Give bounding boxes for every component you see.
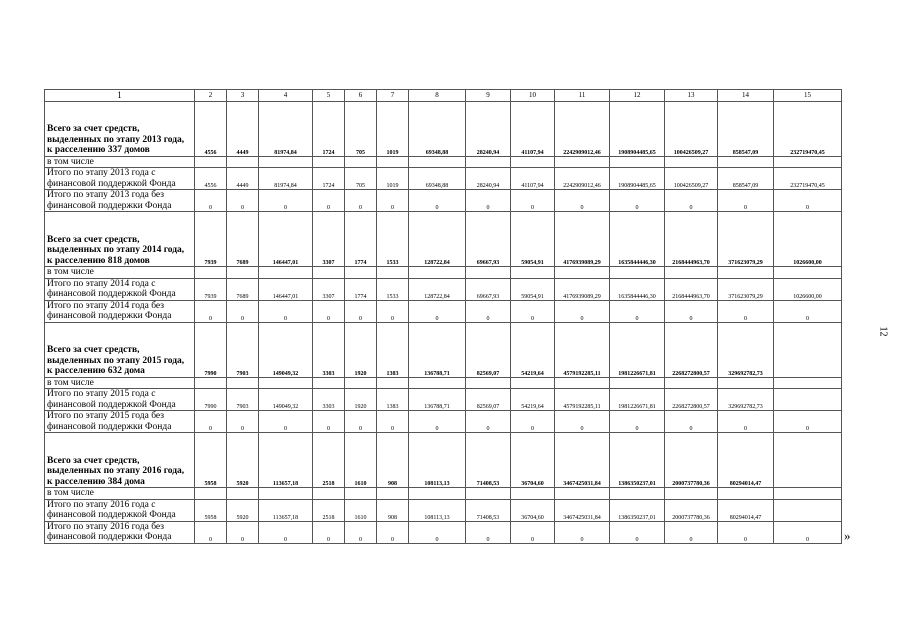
row-label: в том числе <box>45 267 195 279</box>
value-cell <box>345 267 377 279</box>
value-cell: 0 <box>409 300 466 322</box>
value-cell: 2268272800,57 <box>665 389 718 411</box>
value-cell <box>466 488 511 500</box>
page-number: 12 <box>877 326 889 337</box>
value-cell: 59054,91 <box>511 212 555 267</box>
value-cell: 232719470,45 <box>774 168 842 190</box>
row-label: Итого по этапу 2016 года без финансовой поддержки Фонда <box>45 521 195 543</box>
value-cell: 858547,09 <box>718 168 774 190</box>
value-cell: 3303 <box>313 322 345 377</box>
value-cell: 0 <box>718 190 774 212</box>
value-cell: 0 <box>313 190 345 212</box>
value-cell <box>409 267 466 279</box>
value-cell: 69348,88 <box>409 101 466 156</box>
value-cell <box>511 156 555 168</box>
value-cell: 1610 <box>345 499 377 521</box>
value-cell: 0 <box>555 411 610 433</box>
value-cell <box>409 156 466 168</box>
value-cell: 4176939089,29 <box>555 278 610 300</box>
value-cell: 5958 <box>195 499 227 521</box>
value-cell: 0 <box>227 300 259 322</box>
value-cell: 0 <box>259 190 313 212</box>
row-label: в том числе <box>45 377 195 389</box>
value-cell: 1019 <box>377 168 409 190</box>
value-cell: 0 <box>259 411 313 433</box>
value-cell: 0 <box>409 521 466 543</box>
value-cell: 4556 <box>195 101 227 156</box>
value-cell <box>409 488 466 500</box>
stage-total-row <box>45 101 842 156</box>
value-cell <box>610 488 665 500</box>
value-cell: 3307 <box>313 278 345 300</box>
value-cell: 1386350237,01 <box>610 499 665 521</box>
column-number-header: 15 <box>774 90 842 102</box>
value-cell: 1774 <box>345 212 377 267</box>
value-cell: 1635844446,30 <box>610 212 665 267</box>
value-cell: 1724 <box>313 168 345 190</box>
value-cell <box>227 377 259 389</box>
value-cell: 4449 <box>227 101 259 156</box>
stage-without-fund-row <box>45 300 842 322</box>
value-cell: 0 <box>227 521 259 543</box>
value-cell: 858547,09 <box>718 101 774 156</box>
row-label: Итого по этапу 2013 года с финансовой поддержкой Фонда <box>45 168 195 190</box>
value-cell: 371623079,29 <box>718 278 774 300</box>
stage-with-fund-row <box>45 389 842 411</box>
value-cell: 2242909012,46 <box>555 101 610 156</box>
value-cell <box>718 267 774 279</box>
value-cell <box>259 488 313 500</box>
value-cell <box>466 267 511 279</box>
value-cell: 28240,94 <box>466 168 511 190</box>
column-number-header: 11 <box>555 90 610 102</box>
value-cell <box>195 267 227 279</box>
stage-total-row <box>45 212 842 267</box>
value-cell: 0 <box>555 190 610 212</box>
stage-without-fund-row <box>45 521 842 543</box>
value-cell: 705 <box>345 168 377 190</box>
value-cell: 0 <box>718 300 774 322</box>
value-cell: 0 <box>345 300 377 322</box>
value-cell <box>774 377 842 389</box>
value-cell: 0 <box>195 190 227 212</box>
housing-resettlement-table <box>44 89 842 544</box>
value-cell: 82569,07 <box>466 389 511 411</box>
value-cell: 0 <box>511 190 555 212</box>
value-cell: 108113,13 <box>409 433 466 488</box>
row-label: Всего за счет средств, выделенных по этапу 2013 года, к расселению 337 домов <box>45 101 195 156</box>
column-number-header: 7 <box>377 90 409 102</box>
value-cell: 3307 <box>313 212 345 267</box>
value-cell <box>555 488 610 500</box>
value-cell: 4449 <box>227 168 259 190</box>
value-cell: 0 <box>555 300 610 322</box>
value-cell <box>259 156 313 168</box>
value-cell: 2268272800,57 <box>665 322 718 377</box>
value-cell: 4579192285,11 <box>555 389 610 411</box>
value-cell: 1635844446,30 <box>610 278 665 300</box>
value-cell: 41107,94 <box>511 168 555 190</box>
value-cell: 329692782,73 <box>718 389 774 411</box>
value-cell: 54219,64 <box>511 389 555 411</box>
value-cell <box>195 156 227 168</box>
row-label: Всего за счет средств, выделенных по этапу 2015 года, к расселению 632 дома <box>45 322 195 377</box>
value-cell: 1920 <box>345 322 377 377</box>
value-cell: 371623079,29 <box>718 212 774 267</box>
value-cell: 100426509,27 <box>665 168 718 190</box>
row-label: Итого по этапу 2016 года с финансовой поддержкой Фонда <box>45 499 195 521</box>
value-cell: 0 <box>259 521 313 543</box>
value-cell: 0 <box>409 411 466 433</box>
value-cell: 2518 <box>313 499 345 521</box>
closing-quote-mark: » <box>844 528 851 543</box>
value-cell: 41107,94 <box>511 101 555 156</box>
value-cell <box>345 377 377 389</box>
including-row <box>45 377 842 389</box>
value-cell <box>774 322 842 377</box>
value-cell: 7990 <box>195 389 227 411</box>
value-cell: 4176939089,29 <box>555 212 610 267</box>
value-cell: 80294014,47 <box>718 433 774 488</box>
value-cell: 908 <box>377 499 409 521</box>
value-cell <box>718 377 774 389</box>
value-cell <box>665 156 718 168</box>
value-cell <box>774 156 842 168</box>
value-cell <box>377 267 409 279</box>
value-cell: 113657,18 <box>259 433 313 488</box>
row-label: Всего за счет средств, выделенных по этапу 2016 года, к расселению 384 дома <box>45 433 195 488</box>
value-cell: 0 <box>195 411 227 433</box>
value-cell <box>195 377 227 389</box>
value-cell: 113657,18 <box>259 499 313 521</box>
value-cell: 0 <box>409 190 466 212</box>
value-cell: 71408,53 <box>466 499 511 521</box>
stage-with-fund-row <box>45 278 842 300</box>
column-number-header: 12 <box>610 90 665 102</box>
value-cell: 0 <box>227 411 259 433</box>
column-number-header: 9 <box>466 90 511 102</box>
value-cell: 71408,53 <box>466 433 511 488</box>
value-cell: 2168444963,70 <box>665 212 718 267</box>
column-number-header: 14 <box>718 90 774 102</box>
value-cell: 329692782,73 <box>718 322 774 377</box>
value-cell <box>377 156 409 168</box>
value-cell: 705 <box>345 101 377 156</box>
value-cell <box>511 267 555 279</box>
value-cell: 3303 <box>313 389 345 411</box>
value-cell <box>610 377 665 389</box>
value-cell: 149049,32 <box>259 322 313 377</box>
stage-total-row <box>45 433 842 488</box>
row-label: в том числе <box>45 156 195 168</box>
value-cell: 3467425031,84 <box>555 433 610 488</box>
value-cell: 0 <box>313 300 345 322</box>
column-number-header: 10 <box>511 90 555 102</box>
row-label: Итого по этапу 2014 года с финансовой поддержкой Фонда <box>45 278 195 300</box>
value-cell: 0 <box>511 300 555 322</box>
value-cell <box>227 156 259 168</box>
value-cell: 1981226671,81 <box>610 322 665 377</box>
value-cell: 100426509,27 <box>665 101 718 156</box>
value-cell <box>259 267 313 279</box>
value-cell <box>377 488 409 500</box>
row-label: Итого по этапу 2015 года без финансовой поддержки Фонда <box>45 411 195 433</box>
value-cell <box>377 377 409 389</box>
row-label: Итого по этапу 2015 года с финансовой поддержкой Фонда <box>45 389 195 411</box>
value-cell: 0 <box>227 190 259 212</box>
including-row <box>45 488 842 500</box>
value-cell: 1386350237,01 <box>610 433 665 488</box>
value-cell: 0 <box>774 411 842 433</box>
value-cell <box>345 156 377 168</box>
value-cell: 0 <box>345 411 377 433</box>
including-row <box>45 156 842 168</box>
value-cell: 59054,91 <box>511 278 555 300</box>
column-number-header: 5 <box>313 90 345 102</box>
value-cell: 0 <box>377 521 409 543</box>
value-cell: 81974,84 <box>259 101 313 156</box>
value-cell: 1920 <box>345 389 377 411</box>
value-cell: 54219,64 <box>511 322 555 377</box>
value-cell <box>665 267 718 279</box>
value-cell: 80294014,47 <box>718 499 774 521</box>
value-cell: 108113,13 <box>409 499 466 521</box>
value-cell: 0 <box>555 521 610 543</box>
value-cell: 0 <box>774 521 842 543</box>
value-cell: 7903 <box>227 322 259 377</box>
stage-with-fund-row <box>45 168 842 190</box>
value-cell: 1981226671,81 <box>610 389 665 411</box>
value-cell: 1610 <box>345 433 377 488</box>
value-cell: 0 <box>466 190 511 212</box>
value-cell <box>718 156 774 168</box>
value-cell: 2000737780,36 <box>665 433 718 488</box>
value-cell <box>466 377 511 389</box>
value-cell: 1533 <box>377 278 409 300</box>
value-cell: 36704,60 <box>511 433 555 488</box>
value-cell <box>774 433 842 488</box>
value-cell: 0 <box>466 411 511 433</box>
stage-with-fund-row <box>45 499 842 521</box>
value-cell: 0 <box>610 300 665 322</box>
value-cell: 146447,01 <box>259 212 313 267</box>
value-cell: 3467425031,84 <box>555 499 610 521</box>
value-cell: 128722,84 <box>409 212 466 267</box>
value-cell <box>313 267 345 279</box>
value-cell: 0 <box>774 190 842 212</box>
value-cell <box>555 267 610 279</box>
row-label: Итого по этапу 2013 года без финансовой поддержки Фонда <box>45 190 195 212</box>
value-cell: 0 <box>511 521 555 543</box>
stage-total-row <box>45 322 842 377</box>
value-cell <box>774 488 842 500</box>
value-cell: 7990 <box>195 322 227 377</box>
value-cell: 4579192285,11 <box>555 322 610 377</box>
value-cell <box>511 488 555 500</box>
value-cell <box>227 488 259 500</box>
value-cell: 7689 <box>227 278 259 300</box>
value-cell: 146447,01 <box>259 278 313 300</box>
value-cell: 0 <box>610 411 665 433</box>
value-cell: 136788,71 <box>409 389 466 411</box>
value-cell: 1724 <box>313 101 345 156</box>
value-cell: 0 <box>313 521 345 543</box>
value-cell: 7939 <box>195 212 227 267</box>
value-cell: 2242909012,46 <box>555 168 610 190</box>
value-cell: 0 <box>345 521 377 543</box>
value-cell: 0 <box>665 521 718 543</box>
value-cell <box>665 488 718 500</box>
value-cell <box>774 389 842 411</box>
value-cell: 69348,88 <box>409 168 466 190</box>
value-cell <box>774 267 842 279</box>
value-cell: 4556 <box>195 168 227 190</box>
value-cell: 82569,07 <box>466 322 511 377</box>
value-cell: 0 <box>259 300 313 322</box>
value-cell: 0 <box>665 190 718 212</box>
value-cell <box>227 267 259 279</box>
value-cell: 232719470,45 <box>774 101 842 156</box>
column-number-header: 1 <box>45 90 195 102</box>
value-cell: 7903 <box>227 389 259 411</box>
value-cell <box>774 499 842 521</box>
value-cell: 0 <box>195 300 227 322</box>
value-cell <box>313 488 345 500</box>
row-label: Итого по этапу 2014 года без финансовой поддержки Фонда <box>45 300 195 322</box>
value-cell <box>195 488 227 500</box>
value-cell: 0 <box>377 411 409 433</box>
value-cell: 1019 <box>377 101 409 156</box>
value-cell <box>665 377 718 389</box>
value-cell: 5920 <box>227 499 259 521</box>
value-cell: 1533 <box>377 212 409 267</box>
column-number-header: 4 <box>259 90 313 102</box>
value-cell: 2518 <box>313 433 345 488</box>
value-cell: 7939 <box>195 278 227 300</box>
row-label: Всего за счет средств, выделенных по этапу 2014 года, к расселению 818 домов <box>45 212 195 267</box>
value-cell: 1383 <box>377 322 409 377</box>
value-cell: 1383 <box>377 389 409 411</box>
value-cell: 69667,93 <box>466 212 511 267</box>
column-number-header: 3 <box>227 90 259 102</box>
value-cell: 0 <box>377 300 409 322</box>
value-cell: 81974,84 <box>259 168 313 190</box>
value-cell: 0 <box>665 300 718 322</box>
value-cell: 2168444963,70 <box>665 278 718 300</box>
value-cell <box>555 377 610 389</box>
stage-without-fund-row <box>45 411 842 433</box>
value-cell: 1774 <box>345 278 377 300</box>
header-row <box>45 90 842 102</box>
value-cell: 0 <box>718 411 774 433</box>
value-cell: 0 <box>466 521 511 543</box>
value-cell: 0 <box>665 411 718 433</box>
value-cell: 28240,94 <box>466 101 511 156</box>
value-cell: 69667,93 <box>466 278 511 300</box>
value-cell: 0 <box>195 521 227 543</box>
value-cell <box>409 377 466 389</box>
value-cell <box>259 377 313 389</box>
value-cell <box>313 377 345 389</box>
value-cell: 5958 <box>195 433 227 488</box>
stage-without-fund-row <box>45 190 842 212</box>
value-cell: 1908904485,65 <box>610 168 665 190</box>
value-cell: 0 <box>511 411 555 433</box>
value-cell: 0 <box>313 411 345 433</box>
including-row <box>45 267 842 279</box>
value-cell <box>466 156 511 168</box>
value-cell <box>313 156 345 168</box>
value-cell: 136788,71 <box>409 322 466 377</box>
value-cell: 0 <box>774 300 842 322</box>
value-cell: 908 <box>377 433 409 488</box>
row-label: в том числе <box>45 488 195 500</box>
value-cell: 1908904485,65 <box>610 101 665 156</box>
value-cell: 2000737780,36 <box>665 499 718 521</box>
value-cell: 1026600,00 <box>774 212 842 267</box>
column-number-header: 13 <box>665 90 718 102</box>
value-cell <box>511 377 555 389</box>
value-cell: 36704,60 <box>511 499 555 521</box>
value-cell <box>610 267 665 279</box>
value-cell: 0 <box>377 190 409 212</box>
value-cell: 5920 <box>227 433 259 488</box>
column-number-header: 8 <box>409 90 466 102</box>
value-cell: 0 <box>718 521 774 543</box>
value-cell: 7689 <box>227 212 259 267</box>
value-cell <box>718 488 774 500</box>
value-cell: 0 <box>610 190 665 212</box>
value-cell: 0 <box>345 190 377 212</box>
value-cell: 1026600,00 <box>774 278 842 300</box>
value-cell: 149049,32 <box>259 389 313 411</box>
value-cell: 0 <box>466 300 511 322</box>
column-number-header: 6 <box>345 90 377 102</box>
column-number-header: 2 <box>195 90 227 102</box>
value-cell <box>610 156 665 168</box>
value-cell: 0 <box>610 521 665 543</box>
value-cell <box>555 156 610 168</box>
value-cell <box>345 488 377 500</box>
value-cell: 128722,84 <box>409 278 466 300</box>
